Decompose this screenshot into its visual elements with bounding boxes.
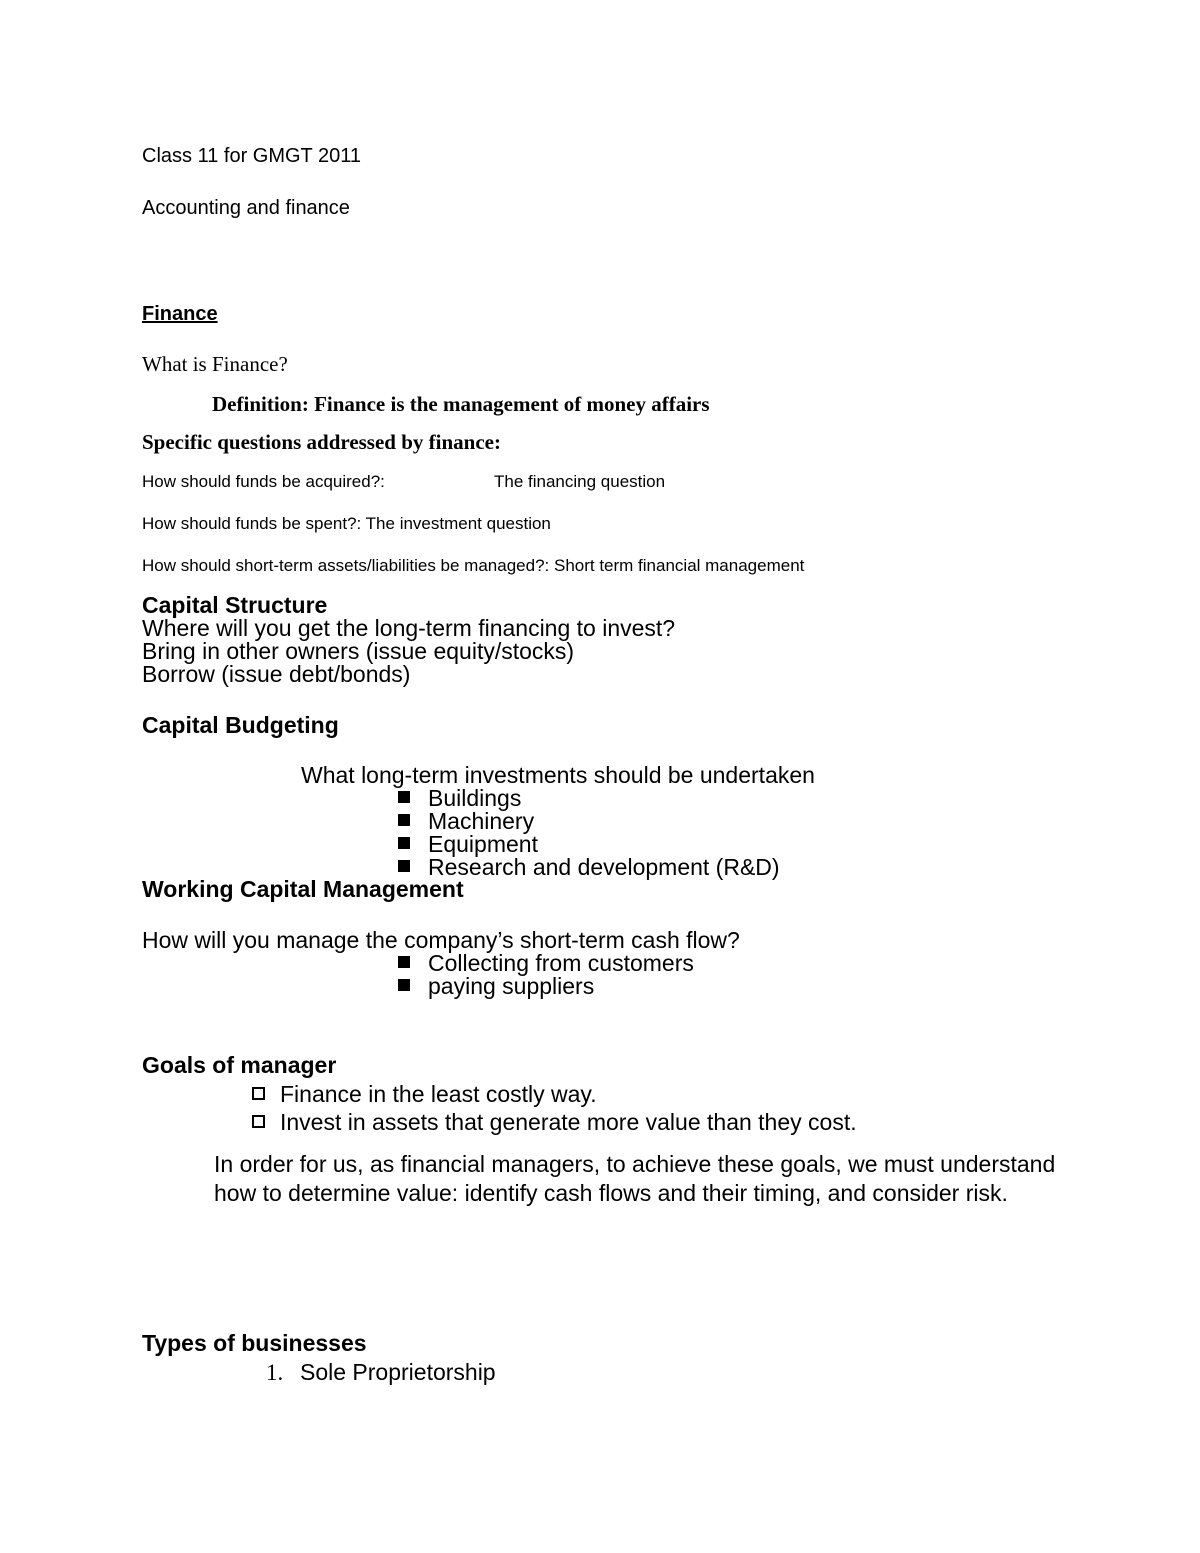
list-item: Finance in the least costly way. bbox=[252, 1083, 597, 1106]
class-title: Class 11 for GMGT 2011 bbox=[142, 145, 361, 167]
list-item: Invest in assets that generate more value than they cost. bbox=[252, 1111, 857, 1134]
finance-definition: Definition: Finance is the management of money affairs bbox=[212, 392, 710, 416]
goals-paragraph: In order for us, as financial managers, to achieve these goals, we must understand how to determine value: identify cash flows and their timing, and consider risk. bbox=[214, 1151, 1056, 1206]
list-item: paying suppliers bbox=[398, 975, 594, 998]
square-bullet-icon bbox=[398, 791, 410, 803]
list-item: Equipment bbox=[398, 833, 538, 856]
square-bullet-icon bbox=[398, 956, 410, 968]
finance-question-3: How should short-term assets/liabilities be managed?: Short term financial management bbox=[142, 556, 805, 575]
finance-answer-1: The financing question bbox=[494, 472, 666, 491]
capital-structure-heading: Capital Structure bbox=[142, 592, 328, 618]
square-bullet-icon bbox=[398, 979, 410, 991]
list-number: 1. bbox=[266, 1360, 284, 1385]
capital-budgeting-intro: What long-term investments should be undertaken bbox=[301, 762, 815, 788]
capital-structure-line-3: Borrow (issue debt/bonds) bbox=[142, 661, 411, 687]
list-item: Collecting from customers bbox=[398, 952, 694, 975]
finance-question-2: How should funds be spent?: The investment question bbox=[142, 514, 551, 533]
subject-title: Accounting and finance bbox=[142, 197, 350, 219]
square-bullet-icon bbox=[398, 837, 410, 849]
list-item: 1. Sole Proprietorship bbox=[266, 1359, 496, 1385]
capital-structure-line-2: Bring in other owners (issue equity/stocks) bbox=[142, 638, 575, 664]
goals-heading: Goals of manager bbox=[142, 1052, 337, 1078]
capital-budgeting-heading: Capital Budgeting bbox=[142, 712, 339, 738]
list-item: Machinery bbox=[398, 810, 534, 833]
finance-heading: Finance bbox=[142, 303, 218, 325]
checkbox-bullet-icon bbox=[252, 1087, 265, 1100]
working-capital-intro: How will you manage the company’s short-term cash flow? bbox=[142, 927, 740, 953]
specific-questions-heading: Specific questions addressed by finance: bbox=[142, 430, 501, 454]
capital-structure-line-1: Where will you get the long-term financing to invest? bbox=[142, 615, 676, 641]
square-bullet-icon bbox=[398, 860, 410, 872]
checkbox-bullet-icon bbox=[252, 1115, 265, 1128]
types-heading: Types of businesses bbox=[142, 1330, 367, 1356]
working-capital-heading: Working Capital Management bbox=[142, 876, 464, 902]
what-is-finance: What is Finance? bbox=[142, 352, 288, 376]
square-bullet-icon bbox=[398, 814, 410, 826]
list-item: Research and development (R&D) bbox=[398, 856, 780, 879]
list-item: Buildings bbox=[398, 787, 521, 810]
finance-question-1: How should funds be acquired?: bbox=[142, 472, 385, 491]
